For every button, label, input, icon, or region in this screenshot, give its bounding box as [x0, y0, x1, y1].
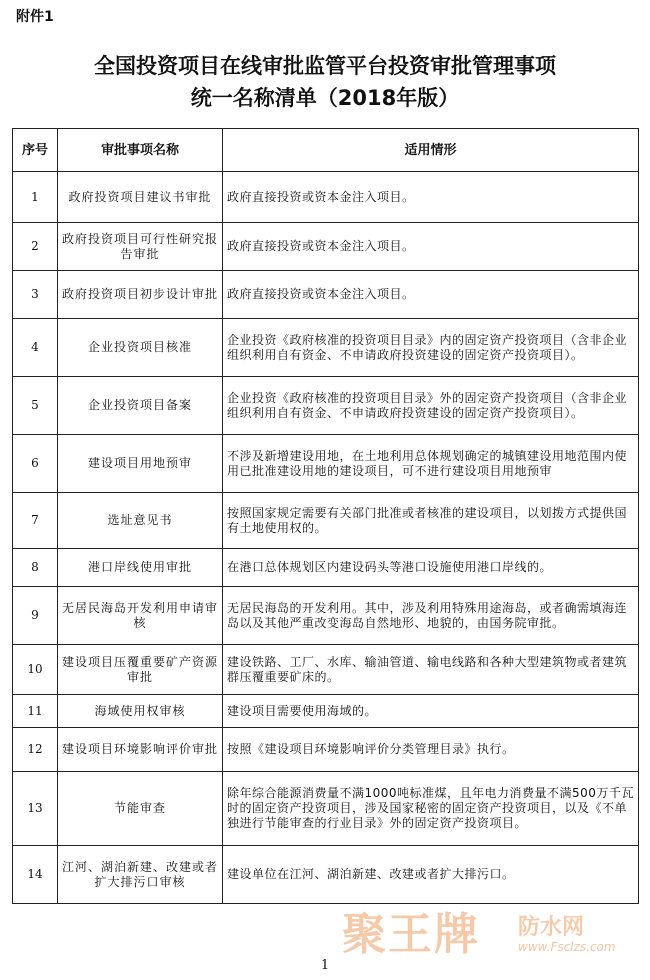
row-condition: 按照国家规定需要有关部门批准或者核准的建设项目，以划拨方式提供国有土地使用权的。: [223, 493, 639, 549]
watermark-side-text: 防水网: [518, 915, 585, 940]
row-serial: 12: [13, 728, 58, 772]
table-row: [13, 172, 639, 223]
row-condition: 建设项目需要使用海域的。: [223, 695, 639, 728]
row-condition: 政府直接投资或资本金注入项目。: [223, 172, 639, 223]
table-row: [13, 695, 639, 728]
header-serial: 序号: [13, 129, 58, 172]
row-condition: 企业投资《政府核准的投资项目目录》内的固定资产投资项目（含非企业组织利用自有资金、不申请政府投资建设的固定资产投资项目）。: [223, 319, 639, 377]
row-condition: 建设铁路、工厂、水库、输油管道、输电线路和各种大型建筑物或者建筑群压覆重要矿床的。: [223, 645, 639, 695]
row-serial: 8: [13, 549, 58, 587]
row-condition: 除年综合能源消费量不满1000吨标准煤，且年电力消费量不满500万千瓦时的固定资产投资项目，涉及国家秘密的固定资产投资项目，以及《不单独进行节能审查的行业目录》外的固定资产投资项目。: [223, 772, 639, 846]
table-row: [13, 493, 639, 549]
table-row: [13, 223, 639, 271]
row-item-name: 政府投资项目建议书审批: [58, 172, 223, 223]
table-row: [13, 549, 639, 587]
row-item-name: 建设项目压覆重要矿产资源审批: [58, 645, 223, 695]
table-row: [13, 728, 639, 772]
attachment-label: 附件1: [16, 9, 54, 25]
row-serial: 1: [13, 172, 58, 223]
row-item-name: 无居民海岛开发利用申请审核: [58, 587, 223, 645]
approval-items-table: [12, 128, 639, 904]
row-condition: 政府直接投资或资本金注入项目。: [223, 223, 639, 271]
row-item-name: 港口岸线使用审批: [58, 549, 223, 587]
row-serial: 3: [13, 271, 58, 319]
row-serial: 7: [13, 493, 58, 549]
row-item-name: 选址意见书: [58, 493, 223, 549]
row-item-name: 企业投资项目核准: [58, 319, 223, 377]
watermark-url: www.Fsclzs.com: [518, 940, 616, 954]
row-item-name: 政府投资项目初步设计审批: [58, 271, 223, 319]
row-item-name: 政府投资项目可行性研究报告审批: [58, 223, 223, 271]
row-serial: 4: [13, 319, 58, 377]
row-condition: 建设单位在江河、湖泊新建、改建或者扩大排污口。: [223, 846, 639, 904]
row-serial: 11: [13, 695, 58, 728]
table-row: [13, 772, 639, 846]
row-serial: 14: [13, 846, 58, 904]
page-title-line2: 统一名称清单（2018年版）: [190, 86, 460, 110]
row-condition: 按照《建设项目环境影响评价分类管理目录》执行。: [223, 728, 639, 772]
row-item-name: 节能审查: [58, 772, 223, 846]
table-row: [13, 645, 639, 695]
row-serial: 2: [13, 223, 58, 271]
row-condition: 政府直接投资或资本金注入项目。: [223, 271, 639, 319]
table-row: [13, 435, 639, 493]
table-row: [13, 319, 639, 377]
row-item-name: 建设项目环境影响评价审批: [58, 728, 223, 772]
row-serial: 6: [13, 435, 58, 493]
page-number: 1: [320, 958, 330, 973]
row-serial: 13: [13, 772, 58, 846]
row-condition: 在港口总体规划区内建设码头等港口设施使用港口岸线的。: [223, 549, 639, 587]
row-item-name: 江河、湖泊新建、改建或者扩大排污口审核: [58, 846, 223, 904]
row-condition: 企业投资《政府核准的投资项目目录》外的固定资产投资项目（含非企业组织利用自有资金、不申请政府投资建设的固定资产投资项目）。: [223, 377, 639, 435]
table-row: [13, 587, 639, 645]
header-item-name: 审批事项名称: [58, 129, 223, 172]
row-condition: 不涉及新增建设用地，在土地利用总体规划确定的城镇建设用地范围内使用已批准建设用地的建设项目，可不进行建设项目用地预审: [223, 435, 639, 493]
table-row: [13, 377, 639, 435]
row-serial: 10: [13, 645, 58, 695]
row-condition: 无居民海岛的开发利用。其中，涉及利用特殊用途海岛，或者确需填海连岛以及其他严重改变海岛自然地形、地貌的，由国务院审批。: [223, 587, 639, 645]
page-title-line1: 全国投资项目在线审批监管平台投资审批管理事项: [94, 54, 556, 78]
header-applicable-condition: 适用情形: [223, 129, 639, 172]
table-row: [13, 271, 639, 319]
row-item-name: 建设项目用地预审: [58, 435, 223, 493]
table-header-row: [13, 129, 639, 172]
row-item-name: 海域使用权审核: [58, 695, 223, 728]
watermark-main-text: 聚王牌: [342, 909, 480, 960]
row-serial: 5: [13, 377, 58, 435]
row-serial: 9: [13, 587, 58, 645]
table-row: [13, 846, 639, 904]
row-item-name: 企业投资项目备案: [58, 377, 223, 435]
